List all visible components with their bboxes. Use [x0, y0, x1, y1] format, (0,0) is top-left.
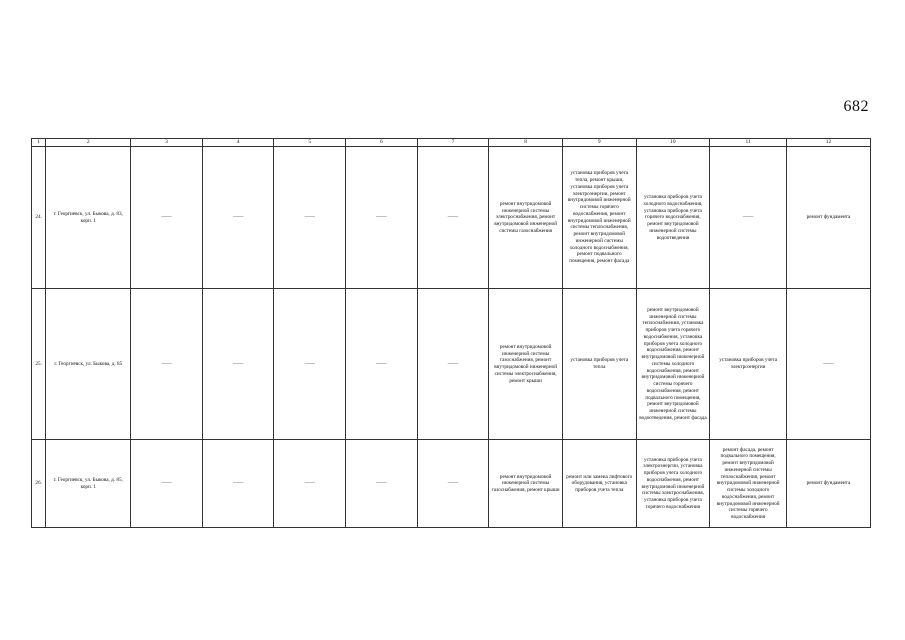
dash-cell: ——: [131, 289, 203, 440]
work-cell: ремонт или замена лифтового оборудования, установка приборов учета тепла: [562, 440, 636, 528]
work-cell: установка приборов учета тепла, ремонт крыши, установка приборов учета электроэнергии, ремонт внутридомовой инженерной системы горячего водоснабжения, ремонт внутридомовой инженерной системы теплоснабжения, ремонт внутридомовой инженерной системы холодного водоснабжения, ремонт подвального помещения, ремонт фасада: [562, 147, 636, 289]
column-header: 12: [786, 139, 870, 147]
address-cell: г. Георгиевск, ул. Быкова, д. 83, корп. 1: [46, 147, 131, 289]
row-number: 24.: [32, 147, 46, 289]
dash-cell: ——: [417, 289, 489, 440]
work-cell: установка приборов учета электроэнергии, установка приборов учета холодного водоснабжения, ремонт внутридомовой инженерной системы электроснабжения, установка приборов учета горячего водоснабжения: [636, 440, 710, 528]
column-header: 3: [131, 139, 203, 147]
address-cell: г. Георгиевск, ул. Быкова, д. 85, корп. 1: [46, 440, 131, 528]
table-row: [32, 289, 871, 440]
column-header: 7: [417, 139, 489, 147]
dash-cell: ——: [274, 147, 346, 289]
work-cell: ремонт внутридомовой инженерной системы газоснабжения, ремонт внутридомовой инженерной системы электроснабжения, ремонт крыши: [489, 289, 563, 440]
dash-cell: ——: [346, 440, 418, 528]
table-row: [32, 147, 871, 289]
dash-cell: ——: [417, 147, 489, 289]
repair-schedule-table: [31, 138, 871, 528]
column-header-row: [32, 139, 871, 147]
dash-cell: ——: [417, 440, 489, 528]
dash-cell: ——: [346, 147, 418, 289]
column-header: 8: [489, 139, 563, 147]
work-cell: установка приборов учета тепла: [562, 289, 636, 440]
dash-cell: ——: [274, 289, 346, 440]
work-cell: ремонт внутридомовой инженерной системы теплоснабжения, установка приборов учета горячего водоснабжения, установка приборов учета холодного водоснабжения, ремонт внутридомовой инженерной системы холодного водоснабжения, ремонт внутридомовой инженерной системы горячего водоснабжения, ремонт подвального помещения, ремонт внутридомовой инженерной системы водоотведения, ремонт фасада: [636, 289, 710, 440]
column-header: 9: [562, 139, 636, 147]
page-number: 682: [843, 98, 869, 115]
column-header: 10: [636, 139, 710, 147]
dash-cell: ——: [274, 440, 346, 528]
column-header: 5: [274, 139, 346, 147]
work-cell: ремонт внутридомовой инженерной системы газоснабжения, ремонт крыши: [489, 440, 563, 528]
work-cell: ремонт фундамента: [786, 440, 870, 528]
column-header: 11: [710, 139, 787, 147]
row-number: 25.: [32, 289, 46, 440]
dash-cell: ——: [710, 147, 787, 289]
work-cell: ремонт фундамента: [786, 147, 870, 289]
table-row: [32, 440, 871, 528]
column-header: 1: [32, 139, 46, 147]
dash-cell: ——: [131, 440, 203, 528]
work-cell: установка приборов учета холодного водоснабжения, установка приборов учета горячего водоснабжения, ремонт внутридомовой инженерной системы водоотведения: [636, 147, 710, 289]
work-cell: ремонт внутридомовой инженерной системы электроснабжения, ремонт внутридомовой инженерной системы газоснабжения: [489, 147, 563, 289]
work-cell: установка приборов учета электроэнергии: [710, 289, 787, 440]
dash-cell: ——: [786, 289, 870, 440]
dash-cell: ——: [202, 440, 274, 528]
dash-cell: ——: [131, 147, 203, 289]
dash-cell: ——: [202, 147, 274, 289]
address-cell: г. Георгиевск, ул. Быкова, д. 85: [46, 289, 131, 440]
dash-cell: ——: [202, 289, 274, 440]
column-header: 2: [46, 139, 131, 147]
work-cell: ремонт фасада, ремонт подвального помещения, ремонт внутридомовой инженерной системы теплоснабжения, ремонт внутридомовой инженерной системы холодного водоснабжения, ремонт внутридомовой инженерной системы горячего водоснабжения: [710, 440, 787, 528]
column-header: 6: [346, 139, 418, 147]
row-number: 26.: [32, 440, 46, 528]
column-header: 4: [202, 139, 274, 147]
dash-cell: ——: [346, 289, 418, 440]
